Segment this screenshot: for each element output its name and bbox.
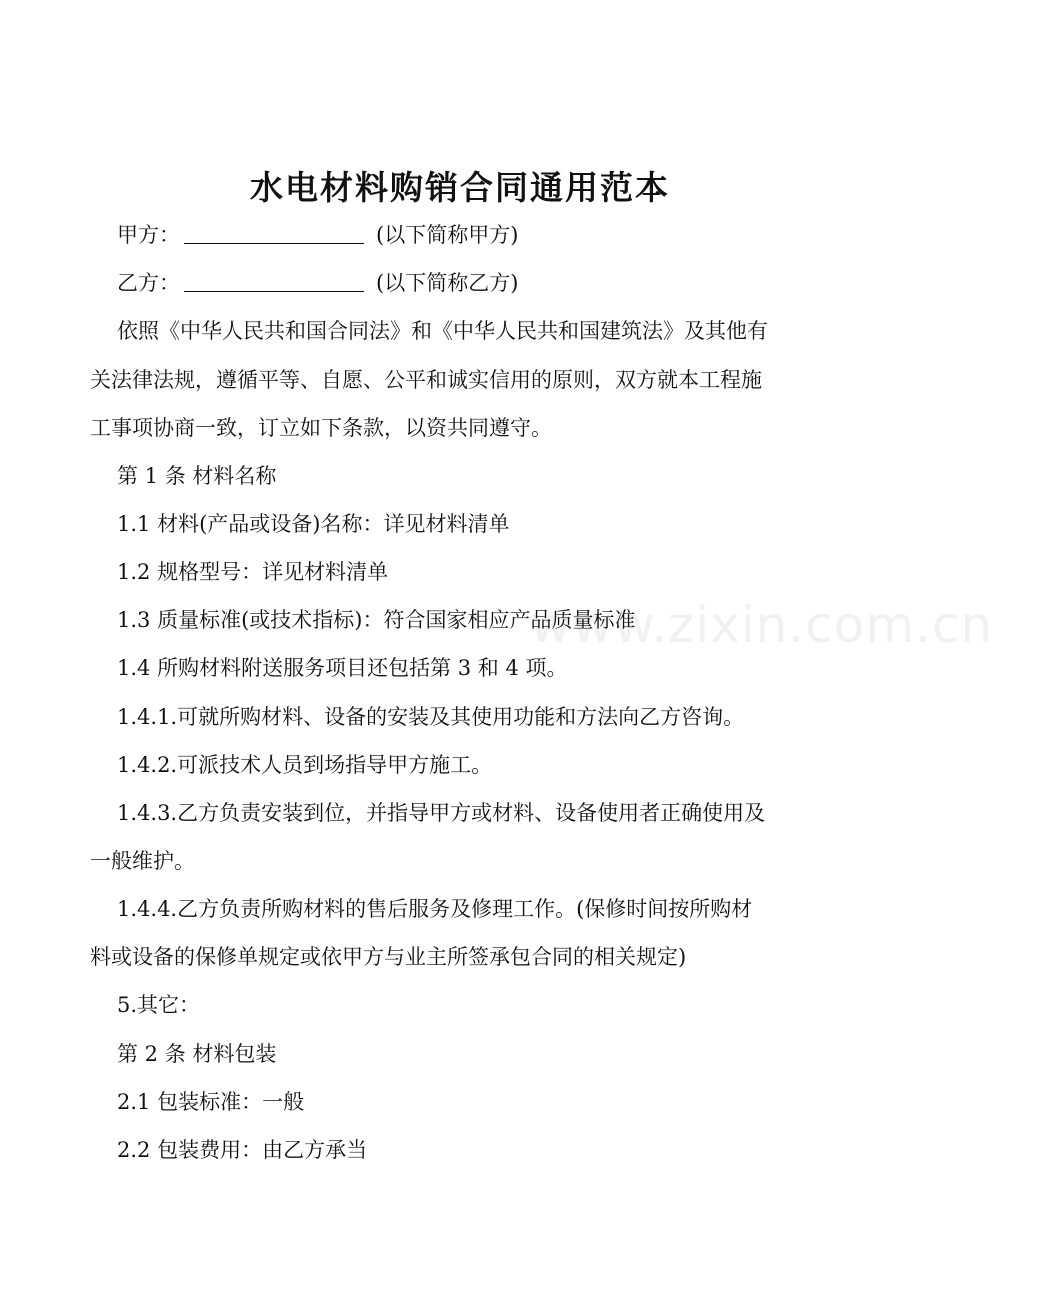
clause-1-4-1: 1.4.1.可就所购材料、设备的安装及其使用功能和方法向乙方咨询。: [117, 705, 745, 729]
watermark-text: www.zixin.com.cn: [530, 596, 994, 654]
clause-1-4-4-line-1: 1.4.4.乙方负责所购材料的售后服务及修理工作。(保修时间按所购材: [117, 897, 753, 921]
clause-1-1: 1.1 材料(产品或设备)名称：详见材料清单: [117, 512, 510, 536]
clause-1-4-4-line-2: 料或设备的保修单规定或依甲方与业主所签承包合同的相关规定): [90, 945, 687, 969]
clause-1-4-3-line-1: 1.4.3.乙方负责安装到位，并指导甲方或材料、设备使用者正确使用及: [117, 801, 766, 825]
party-a-line: [0, 219, 1037, 251]
clause-2-1: 2.1 包装标准：一般: [117, 1090, 305, 1114]
clause-1-2: 1.2 规格型号：详见材料清单: [117, 560, 389, 584]
article-2-heading: 第 2 条 材料包装: [117, 1042, 277, 1066]
party-b-note: (以下简称乙方): [376, 271, 519, 295]
party-b-blank: [184, 271, 364, 292]
party-a-blank: [184, 223, 364, 244]
clause-1-4-3-line-2: 一般维护。: [90, 849, 195, 873]
clause-5: 5.其它：: [117, 993, 201, 1017]
article-1-heading: 第 1 条 材料名称: [117, 464, 277, 488]
clause-1-4: 1.4 所购材料附送服务项目还包括第 3 和 4 项。: [117, 656, 568, 680]
clause-2-2: 2.2 包装费用：由乙方承当: [117, 1138, 368, 1162]
party-b-label: 乙方：: [117, 271, 180, 295]
document-title: 水电材料购销合同通用范本: [250, 168, 670, 207]
intro-line-1: 依照《中华人民共和国合同法》和《中华人民共和国建筑法》及其他有: [117, 319, 768, 343]
clause-1-3: 1.3 质量标准(或技术指标)：符合国家相应产品质量标准: [117, 608, 636, 632]
intro-line-3: 工事项协商一致，订立如下条款，以资共同遵守。: [90, 416, 552, 440]
intro-line-2: 关法律法规，遵循平等、自愿、公平和诚实信用的原则，双方就本工程施: [90, 368, 762, 392]
party-a-label: 甲方：: [117, 223, 180, 247]
party-a-note: (以下简称甲方): [376, 223, 519, 247]
clause-1-4-2: 1.4.2.可派技术人员到场指导甲方施工。: [117, 753, 493, 777]
party-b-line: [0, 267, 1037, 299]
